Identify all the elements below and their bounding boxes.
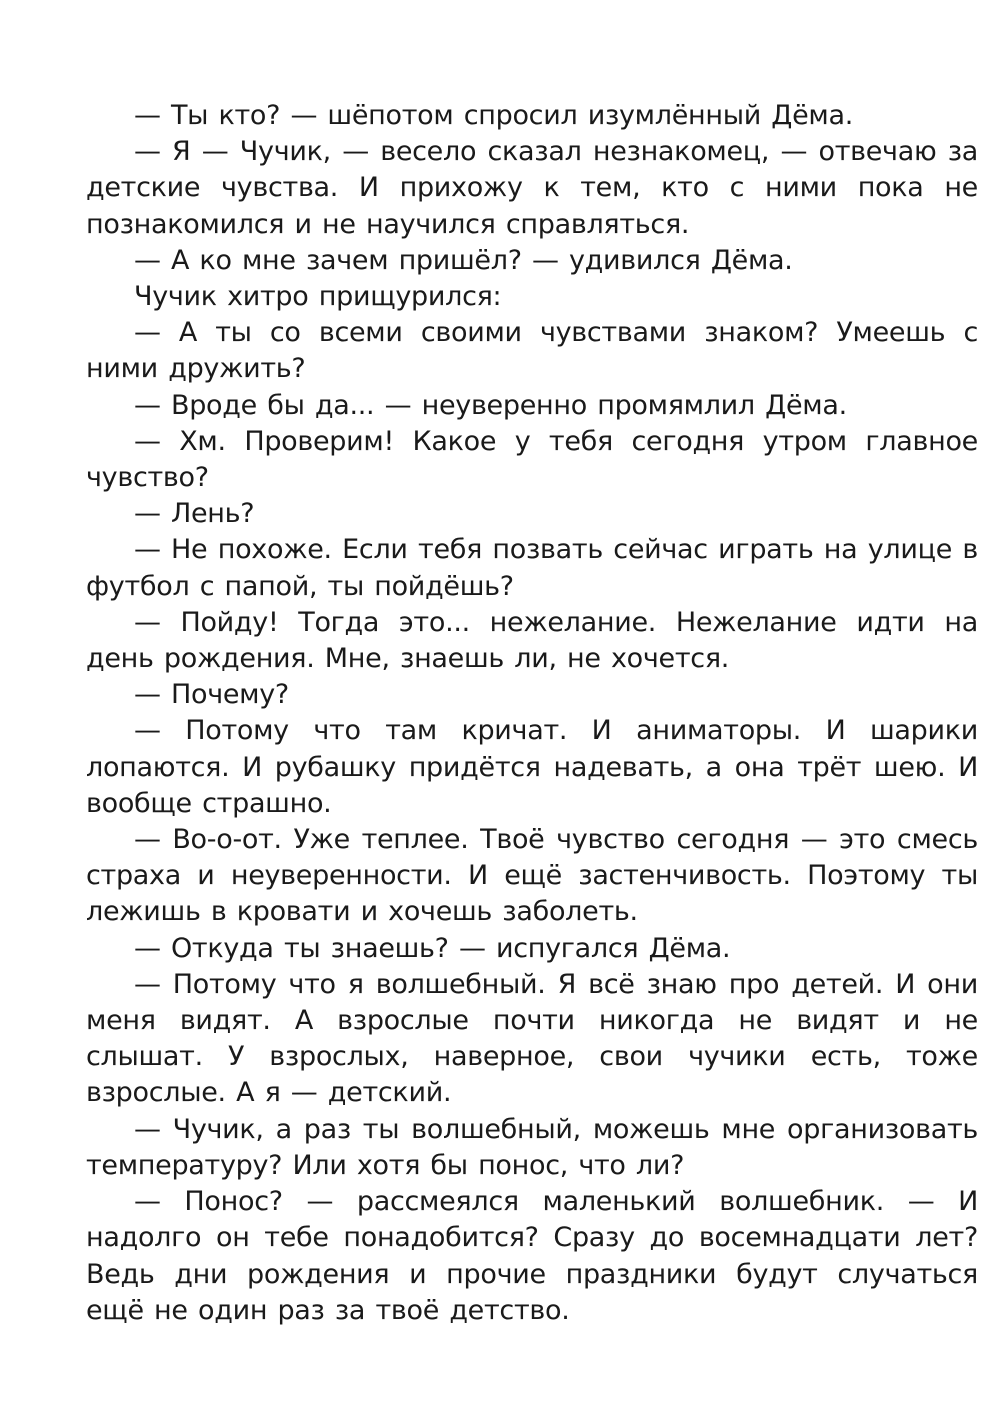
paragraph-5: — А ты со всеми своими чувствами знаком? Умеешь с ними дружить? bbox=[86, 317, 978, 385]
paragraph-10: — Пойду! Тогда это... нежелание. Нежелание идти на день рождения. Мне, знаешь ли, не хочется. bbox=[86, 606, 978, 675]
paragraph-4: Чучик хитро прищурился: bbox=[134, 281, 502, 313]
paragraph-14: — Откуда ты знаешь? — испугался Дёма. bbox=[134, 932, 731, 964]
paragraph-6: — Вроде бы да... — неуверенно промямлил Дёма. bbox=[134, 389, 847, 421]
paragraph-15: — Потому что я волшебный. Я всё знаю про детей. И они меня видят. А взрослые почти никогда не видят и не слышат. У взрослых, наверное, свои чучики есть, тоже взрослые. А я — детский. bbox=[86, 968, 978, 1109]
paragraph-13: — Во-о-от. Уже теплее. Твоё чувство сегодня — это смесь страха и неуверенности. И ещё застенчивость. Поэтому ты лежишь в кровати и хочешь заболеть. bbox=[86, 824, 978, 928]
paragraph-9: — Не похоже. Если тебя позвать сейчас играть на улице в футбол с папой, ты пойдёшь? bbox=[86, 534, 978, 602]
paragraph-3: — А ко мне зачем пришёл? — удивился Дёма. bbox=[134, 244, 793, 276]
paragraph-2: — Я — Чучик, — весело сказал незнакомец, — отвечаю за детские чувства. И прихожу к тем, кто с ними пока не познакомился и не научился справляться. bbox=[86, 136, 978, 240]
paragraph-1: — Ты кто? — шёпотом спросил изумлённый Дёма. bbox=[134, 100, 853, 131]
paragraph-16: — Чучик, а раз ты волшебный, можешь мне организовать температуру? Или хотя бы понос, что ли? bbox=[86, 1113, 978, 1181]
paragraph-17: — Понос? — рассмеялся маленький волшебник. — И надолго он тебе понадобится? Сразу до восемнадцати лет? Ведь дни рождения и прочие праздники будут случаться ещё не один раз за твоё детство. bbox=[86, 1186, 978, 1326]
paragraph-7: — Хм. Проверим! Какое у тебя сегодня утром главное чувство? bbox=[86, 425, 978, 494]
paragraph-11: — Почему? bbox=[134, 679, 289, 711]
paragraph-8: — Лень? bbox=[134, 498, 255, 530]
story-text bbox=[86, 98, 978, 1329]
paragraph-12: — Потому что там кричат. И аниматоры. И шарики лопаются. И рубашку придётся надевать, а она трёт шею. И вообще страшно. bbox=[86, 715, 978, 819]
